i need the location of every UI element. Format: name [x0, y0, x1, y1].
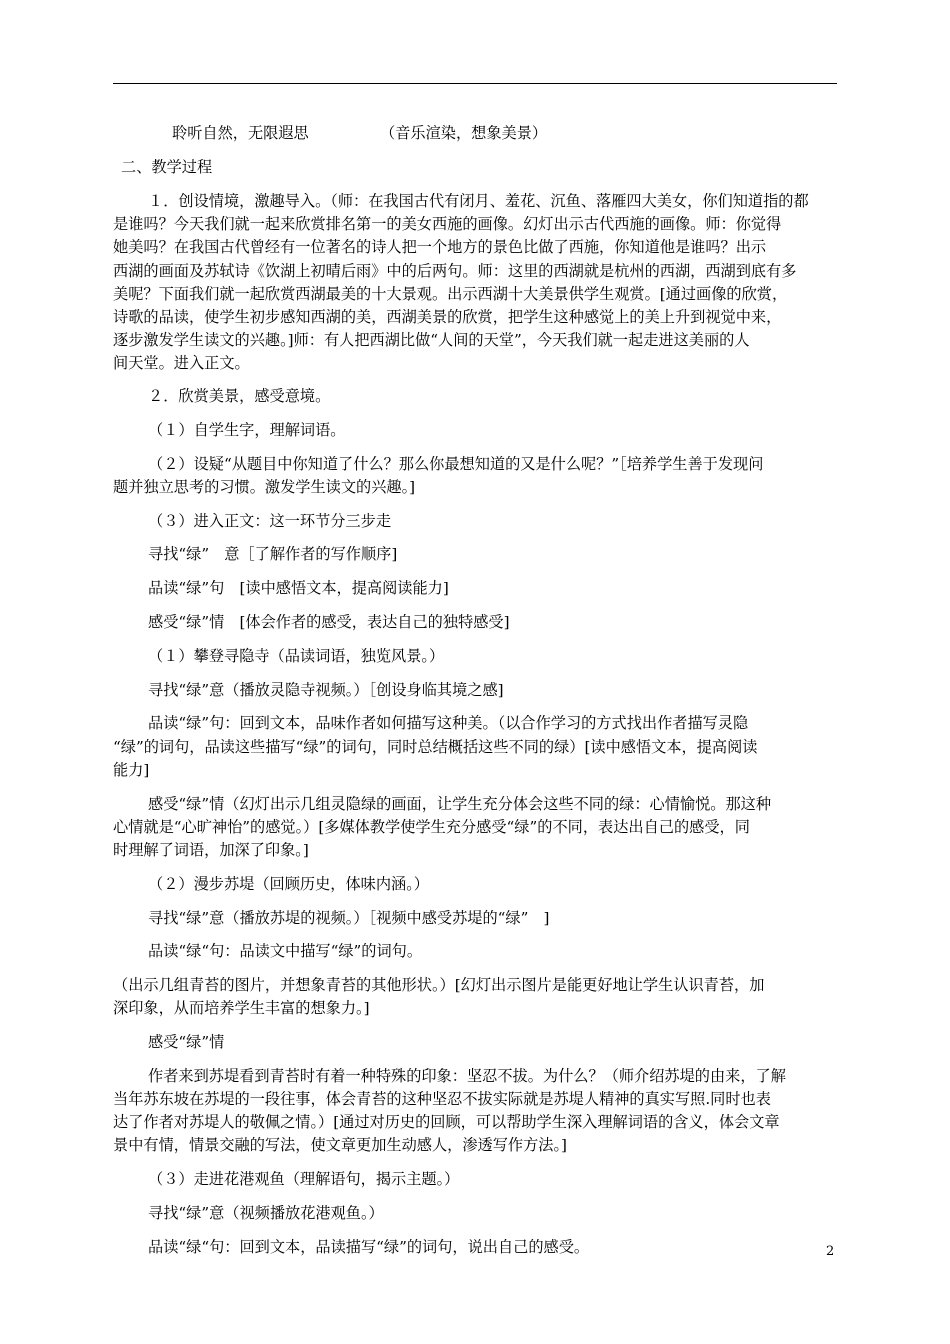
paragraph-line: 景中有情，情景交融的写法，使文章更加生动感人，渗透写作方法。] — [113, 1136, 567, 1154]
paragraph-line: 能力] — [113, 761, 150, 779]
paragraph-line: （出示几组青苔的图片，并想象青苔的其他形状。）[幻灯出示图片是能更好地让学生认识青苔，加 — [113, 976, 765, 994]
paragraph-line: 深印象，从而培养学生丰富的想象力。] — [113, 999, 370, 1017]
header-rule — [113, 83, 837, 84]
paragraph-line: 西湖的画面及苏轼诗《饮湖上初晴后雨》中的后两句。师：这里的西湖就是杭州的西湖，西湖到底有多 — [113, 262, 797, 280]
paragraph-line: 心情就是“心旷神怡”的感觉。）[多媒体教学使学生充分感受“绿”的不同，表达出自己的感受，同 — [113, 818, 750, 836]
paragraph-line: 感受“绿”情（幻灯出示几组灵隐绿的画面，让学生充分体会这些不同的绿：心情愉悦。那这种 — [148, 795, 772, 813]
paragraph-line: 品读“绿“句：回到文本，品读描写“绿”的词句，说出自己的感受。 — [148, 1238, 590, 1256]
heading-line-right: （音乐渲染，想象美景） — [380, 124, 548, 142]
paragraph-line: 时理解了词语，加深了印象。] — [113, 841, 309, 859]
paragraph-line: 题并独立思考的习惯。激发学生读文的兴趣。] — [113, 478, 416, 496]
paragraph-line: 作者来到苏堤看到青苔时有着一种特殊的印象：坚忍不拔。为什么？（师介绍苏堤的由来，了解 — [148, 1067, 786, 1085]
paragraph-line: 品读“绿”句 [读中感悟文本，提高阅读能力] — [148, 579, 449, 597]
paragraph-line: （２）设疑“从题目中你知道了什么？那么你最想知道的又是什么呢？”［培养学生善于发现问 — [148, 455, 764, 473]
paragraph-line: 品读“绿“句：品读文中描写“绿”的词句。 — [148, 942, 423, 960]
paragraph-line: 感受“绿”情 [体会作者的感受，表达自己的独特感受] — [148, 613, 510, 631]
heading-line-left: 聆听自然，无限遐思 — [172, 124, 309, 142]
section-title: 二、教学过程 — [121, 158, 213, 176]
paragraph-line: （３）进入正文：这一环节分三步走 — [148, 512, 391, 530]
paragraph-line: 寻找“绿”意（视频播放花港观鱼。） — [148, 1204, 384, 1222]
paragraph-line: （３）走进花港观鱼（理解语句，揭示主题。） — [148, 1170, 460, 1188]
page-number: 2 — [826, 1244, 835, 1259]
paragraph-line: 品读“绿”句：回到文本，品味作者如何描写这种美。（以合作学习的方式找出作者描写灵隐 — [148, 714, 749, 732]
paragraph-line: 寻找“绿” 意［了解作者的写作顺序] — [148, 545, 398, 563]
paragraph-line: ２．欣赏美景，感受意境。 — [148, 387, 331, 405]
paragraph-line: “绿”的词句，品读这些描写“绿”的词句，同时总结概括这些不同的绿）[读中感悟文本，提高阅读 — [113, 738, 758, 756]
paragraph-line: 诗歌的品读，使学生初步感知西湖的美，西湖美景的欣赏，把学生这种感觉上的美上升到视觉中来， — [113, 308, 782, 326]
paragraph-line: 间天堂。进入正文。 — [113, 354, 250, 372]
paragraph-line: 感受“绿”情 — [148, 1033, 225, 1051]
paragraph-line: 当年苏东坡在苏堤的一段往事，体会青苔的这种坚忍不拔实际就是苏堤人精神的真实写照.同时也表 — [113, 1090, 771, 1108]
paragraph-line: 逐步激发学生读文的兴趣。]师：有人把西湖比做“人间的天堂”，今天我们就一起走进这美丽的人 — [113, 331, 750, 349]
paragraph-line: 寻找“绿”意（播放灵隐寺视频。）［创设身临其境之感] — [148, 681, 504, 699]
paragraph-line: （２）漫步苏堤（回顾历史，体味内涵。） — [148, 875, 429, 893]
paragraph-line: 是谁吗？今天我们就一起来欣赏排名第一的美女西施的画像。幻灯出示古代西施的画像。师：你觉得 — [113, 215, 782, 233]
paragraph-line: （１）攀登寻隐寺（品读词语，独览风景。） — [148, 647, 445, 665]
paragraph-line: 寻找“绿”意（播放苏堤的视频。）［视频中感受苏堤的“绿” ] — [148, 909, 550, 927]
paragraph-line: １．创设情境，激趣导入。（师：在我国古代有闭月、羞花、沉鱼、落雁四大美女，你们知道指的都 — [148, 192, 809, 210]
paragraph-line: 她美吗？在我国古代曾经有一位著名的诗人把一个地方的景色比做了西施，你知道他是谁吗？出示 — [113, 238, 767, 256]
paragraph-line: 达了作者对苏堤人的敬佩之情。）[通过对历史的回顾，可以帮助学生深入理解词语的含义，体会文章 — [113, 1113, 780, 1131]
paragraph-line: （１）自学生字，理解词语。 — [148, 421, 346, 439]
paragraph-line: 美呢？下面我们就一起欣赏西湖最美的十大景观。出示西湖十大美景供学生观赏。[通过画像的欣赏， — [113, 285, 788, 303]
